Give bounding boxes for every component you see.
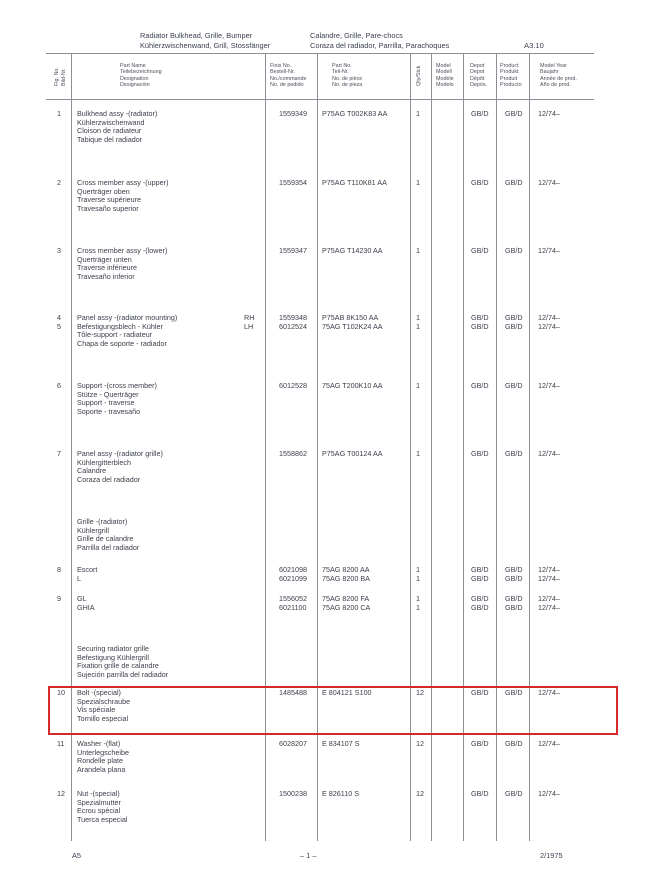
product-cell: [505, 566, 523, 583]
qty-value: 1: [416, 246, 420, 255]
year-value: 12/74–: [538, 178, 560, 187]
title-en-de: [140, 31, 270, 50]
qty-value: 1: [416, 321, 420, 331]
header-qty: Qty/Stck: [416, 65, 422, 86]
finis-cell: [279, 595, 307, 612]
part-name-line: Kühlergitterblech: [77, 457, 131, 467]
part-name-line: Fixation grille de calandre: [77, 661, 159, 671]
side-value: LH: [244, 321, 254, 331]
depot-value: GB/D: [471, 565, 489, 574]
depot-value: GB/D: [471, 178, 489, 187]
year-cell: [538, 790, 560, 799]
header-model-de: Modell: [436, 69, 452, 76]
part-name-line: Spezialschraube: [77, 696, 131, 706]
part-value: 75AG T200K10 AA: [322, 381, 383, 390]
table-header-rule: [46, 99, 594, 100]
year-value: 12/74–: [538, 565, 560, 574]
product-cell: [505, 450, 523, 459]
year-cell: [538, 595, 560, 612]
qty-cell: [416, 314, 420, 331]
depot-value: GB/D: [471, 789, 489, 798]
fig-cell: [57, 595, 61, 604]
part-name-line: Sujeción parrilla del radiador: [77, 669, 169, 679]
part-value: P75AG T14230 AA: [322, 246, 383, 255]
header-part-name-de: Teilebezeichnung: [120, 69, 162, 76]
part-name-cell: [77, 566, 97, 583]
header-finis-fr: No./commande: [270, 75, 307, 82]
finis-value: 6028207: [279, 739, 307, 748]
part-name-line: Traverse inférieure: [77, 263, 138, 273]
part-name-line: Befestigungsblech - Kühler: [77, 321, 163, 331]
part-value: P75AG T00124 AA: [322, 449, 383, 458]
qty-value: 1: [416, 109, 420, 118]
part-name-cell: [77, 382, 157, 416]
depot-value: GB/D: [471, 602, 489, 612]
depot-value: GB/D: [471, 321, 489, 331]
finis-cell: [279, 179, 307, 188]
product-value: GB/D: [505, 594, 523, 603]
depot-cell: [471, 314, 489, 331]
fig-cell: [57, 566, 61, 575]
header-model-fr: Modèle: [436, 75, 454, 82]
part-name-line: Support - traverse: [77, 398, 135, 408]
part-name-cell: [77, 595, 95, 612]
depot-value: GB/D: [471, 246, 489, 255]
fig-cell: [57, 179, 61, 188]
product-value: GB/D: [505, 688, 523, 697]
title-de: Kühlerzwischenwand, Grill, Stossfänger: [140, 40, 271, 50]
qty-cell: [416, 450, 420, 459]
qty-cell: [416, 790, 424, 799]
year-cell: [538, 382, 560, 391]
part-name-cell: [77, 314, 177, 348]
fig-value: 1: [57, 109, 61, 118]
header-model: [436, 63, 454, 88]
part-name-line: Spezialmutter: [77, 797, 121, 807]
part-name-line: Tornillo especial: [77, 713, 129, 723]
part-cell: [322, 566, 370, 583]
header-part-no-de: Teil-Nr.: [332, 69, 349, 76]
part-cell: [322, 179, 387, 188]
year-value: 12/74–: [538, 594, 560, 603]
part-name-cell: [77, 247, 167, 281]
finis-value: 1559347: [279, 246, 307, 255]
year-cell: [538, 314, 560, 331]
year-value: 12/74–: [538, 573, 560, 583]
part-name-cell: [77, 790, 127, 824]
finis-cell: [279, 740, 307, 749]
finis-cell: [279, 314, 307, 331]
part-name-line: Parrilla del radiador: [77, 542, 140, 552]
header-year-fr: Année de prod.: [540, 75, 577, 82]
header-finis-de: Bestell-Nr.: [270, 69, 295, 76]
depot-value: GB/D: [471, 688, 489, 697]
product-cell: [505, 247, 523, 256]
qty-value: 1: [416, 573, 420, 583]
header-part-name-en: Part Name: [120, 63, 146, 69]
footer-left: A5: [72, 851, 82, 860]
finis-value: 6021100: [279, 602, 307, 612]
finis-value: 6012524: [279, 321, 307, 331]
part-name-line: Tôle-support - radiateur: [77, 330, 153, 340]
table-top-rule: [46, 53, 594, 54]
product-value: GB/D: [505, 246, 523, 255]
part-name-line: Washer -(flat): [77, 739, 121, 748]
year-cell: [538, 566, 560, 583]
depot-cell: [471, 110, 489, 119]
part-name-cell: [77, 179, 168, 213]
qty-value: 1: [416, 313, 420, 322]
header-depot-fr: Dépôt: [470, 75, 485, 82]
part-name-line: Coraza del radiador: [77, 474, 141, 484]
part-name-line: Ecrou spécial: [77, 806, 121, 816]
part-name-line: Vis spéciale: [77, 705, 116, 715]
header-finis-es: No. de pedido: [270, 81, 304, 88]
part-name-line: Escort: [77, 565, 98, 574]
part-name-line: Tuerca especial: [77, 814, 128, 824]
part-name-line: Kühlergrill: [77, 525, 109, 535]
year-value: 12/74–: [538, 602, 560, 612]
year-value: 12/74–: [538, 313, 560, 322]
header-part-no: [332, 63, 362, 88]
depot-value: GB/D: [471, 449, 489, 458]
product-cell: [505, 382, 523, 391]
part-name-line: Support -(cross member): [77, 381, 157, 390]
product-value: GB/D: [505, 321, 523, 331]
part-name-line: GHIA: [77, 602, 95, 612]
fig-value: 5: [57, 321, 61, 331]
finis-value: 1559354: [279, 178, 307, 187]
part-name-line: Rondelle plate: [77, 756, 123, 766]
part-name-line: Arandela plana: [77, 764, 126, 774]
header-model-en: Model: [436, 63, 451, 69]
fig-value: 2: [57, 178, 61, 187]
year-value: 12/74–: [538, 688, 560, 697]
part-name-line: Grille -(radiator): [77, 517, 128, 526]
part-cell: [322, 110, 387, 119]
year-cell: [538, 110, 560, 119]
product-value: GB/D: [505, 789, 523, 798]
year-value: 12/74–: [538, 739, 560, 748]
header-model-year: [540, 63, 577, 88]
depot-value: GB/D: [471, 109, 489, 118]
header-product-en: Product: [500, 63, 519, 69]
part-name-line: Querträger unten: [77, 254, 132, 264]
year-cell: [538, 247, 560, 256]
fig-cell: [57, 790, 65, 799]
year-value: 12/74–: [538, 789, 560, 798]
qty-cell: [416, 566, 420, 583]
title-es: Coraza del radiador, Parrilla, Parachoques: [310, 40, 450, 50]
finis-value: 1500238: [279, 789, 307, 798]
part-name-line: Securing radiator grille: [77, 644, 149, 653]
header-fig-en: Fig. No.: [54, 67, 60, 86]
year-cell: [538, 740, 560, 749]
qty-value: 1: [416, 449, 420, 458]
fig-cell: [57, 314, 61, 331]
fig-cell: [57, 450, 61, 459]
part-name-cell: [77, 450, 163, 484]
header-depot: [470, 63, 487, 88]
part-value: E 826110 S: [322, 789, 360, 798]
part-name-line: Befestigung Kühlergrill: [77, 652, 149, 662]
header-year-es: Año de prod.: [540, 81, 571, 88]
header-depot-es: Depós.: [470, 81, 488, 88]
header-fig-no: [54, 67, 60, 86]
product-value: GB/D: [505, 313, 523, 322]
part-value: 75AG 8200 FA: [322, 594, 370, 603]
finis-value: 1485488: [279, 688, 307, 697]
qty-value: 12: [416, 789, 424, 798]
qty-value: 1: [416, 594, 420, 603]
product-value: GB/D: [505, 381, 523, 390]
year-value: 12/74–: [538, 449, 560, 458]
title-fr-es: [310, 31, 449, 50]
part-value: 75AG 8200 AA: [322, 565, 370, 574]
fig-value: 4: [57, 313, 61, 322]
header-fig-de-wrap: [61, 68, 67, 86]
part-cell: [322, 740, 360, 749]
part-name-line: Soporte - travesaño: [77, 406, 141, 416]
part-name-line: L: [77, 573, 81, 583]
product-cell: [505, 790, 523, 799]
finis-cell: [279, 247, 307, 256]
fig-value: 6: [57, 381, 61, 390]
part-name-cell: [77, 740, 129, 774]
part-name-line: GL: [77, 594, 87, 603]
footer-page-number: – 1 –: [300, 851, 317, 860]
depot-value: GB/D: [471, 381, 489, 390]
finis-cell: [279, 110, 307, 119]
year-cell: [538, 179, 560, 188]
part-name-line: Querträger oben: [77, 186, 130, 196]
product-cell: [505, 314, 523, 331]
part-cell: [322, 790, 359, 799]
qty-value: 12: [416, 688, 424, 697]
finis-value: 1558862: [279, 449, 307, 458]
qty-value: 1: [416, 602, 420, 612]
part-name-cell: [77, 645, 168, 679]
year-value: 12/74–: [538, 109, 560, 118]
part-name-cell: [77, 518, 139, 552]
product-cell: [505, 740, 523, 749]
product-value: GB/D: [505, 109, 523, 118]
part-name-line: Cloison de radiateur: [77, 126, 142, 136]
finis-value: 1559349: [279, 109, 307, 118]
fig-cell: [57, 740, 64, 749]
depot-value: GB/D: [471, 573, 489, 583]
product-value: GB/D: [505, 739, 523, 748]
header-part-no-en: Part No.: [332, 63, 352, 69]
header-part-no-es: No. de pieza: [332, 81, 363, 88]
part-cell: [322, 382, 383, 391]
header-part-no-fr: No. de pièce: [332, 75, 363, 82]
part-name-line: Chapa de soporte - radiador: [77, 338, 167, 348]
depot-cell: [471, 179, 489, 188]
part-value: 75AG 8200 BA: [322, 573, 370, 583]
depot-cell: [471, 450, 489, 459]
qty-cell: [416, 247, 420, 256]
finis-cell: [279, 382, 307, 391]
finis-cell: [279, 566, 307, 583]
depot-cell: [471, 566, 489, 583]
part-name-line: Cross member assy -(upper): [77, 178, 169, 187]
side-value: RH: [244, 313, 255, 322]
footer-date: 2/1975: [540, 851, 563, 860]
part-value: 75AG 8200 CA: [322, 602, 371, 612]
finis-value: 6021099: [279, 573, 307, 583]
header-year-de: Baujahr: [540, 69, 559, 76]
part-name-line: Calandre: [77, 466, 107, 476]
fig-value: 11: [57, 739, 65, 748]
part-name-line: Traverse supérieure: [77, 195, 142, 205]
qty-cell: [416, 740, 424, 749]
title-en: Radiator Bulkhead, Grille, Bumper: [140, 31, 253, 40]
part-name-line: Unterlegscheibe: [77, 747, 129, 757]
part-value: E 834107 S: [322, 739, 360, 748]
fig-cell: [57, 110, 61, 119]
header-product-fr: Produit: [500, 75, 518, 82]
depot-value: GB/D: [471, 594, 489, 603]
finis-cell: [279, 450, 307, 459]
part-name-line: Nut -(special): [77, 789, 120, 798]
qty-cell: [416, 110, 420, 119]
part-name-line: Kühlerzwischenwand: [77, 117, 145, 127]
product-value: GB/D: [505, 602, 523, 612]
part-cell: [322, 247, 383, 256]
depot-cell: [471, 382, 489, 391]
qty-cell: [416, 179, 420, 188]
part-value: P75AG T002K83 AA: [322, 109, 388, 118]
part-name-line: Panel assy -(radiator mounting): [77, 313, 178, 322]
highlight-box: [48, 686, 618, 735]
depot-cell: [471, 247, 489, 256]
part-name-line: Bolt -(special): [77, 688, 121, 697]
header-depot-de: Depot: [470, 69, 485, 76]
part-name-line: Panel assy -(radiator grille): [77, 449, 163, 458]
header-fig-de: Bild-Nr.: [61, 68, 67, 86]
part-name-cell: [77, 110, 157, 144]
part-value: E 804121 S100: [322, 688, 372, 697]
year-value: 12/74–: [538, 321, 560, 331]
header-product: [500, 63, 522, 88]
header-part-name-fr: Designation: [120, 75, 149, 82]
part-name-line: Bulkhead assy -(radiator): [77, 109, 158, 118]
header-finis-en: Finis No.: [270, 63, 292, 69]
fig-value: 7: [57, 449, 61, 458]
qty-value: 1: [416, 178, 420, 187]
year-value: 12/74–: [538, 381, 560, 390]
fig-value: 9: [57, 594, 61, 603]
part-name-line: Travesaño inferior: [77, 271, 135, 281]
fig-value: 12: [57, 789, 65, 798]
part-cell: [322, 314, 383, 331]
product-value: GB/D: [505, 573, 523, 583]
depot-cell: [471, 595, 489, 612]
fig-cell: [57, 382, 61, 391]
depot-value: GB/D: [471, 313, 489, 322]
title-fr: Calandre, Grille, Pare-chocs: [310, 31, 403, 40]
finis-value: 6012528: [279, 381, 307, 390]
finis-value: 1559348: [279, 313, 307, 322]
depot-value: GB/D: [471, 739, 489, 748]
finis-value: 1556052: [279, 594, 307, 603]
product-value: GB/D: [505, 565, 523, 574]
qty-value: 12: [416, 739, 424, 748]
part-cell: [322, 595, 370, 612]
finis-cell: [279, 790, 307, 799]
fig-value: 3: [57, 246, 61, 255]
header-depot-en: Depot: [470, 63, 485, 69]
fig-value: 10: [57, 688, 65, 697]
product-cell: [505, 595, 523, 612]
depot-cell: [471, 740, 489, 749]
year-cell: [538, 450, 560, 459]
part-value: P75AB 8K150 AA: [322, 313, 379, 322]
part-name-line: Tabique del radiador: [77, 134, 143, 144]
header-part-name: [120, 63, 162, 88]
part-value: 75AG T102K24 AA: [322, 321, 383, 331]
part-name-line: Travesaño superior: [77, 203, 139, 213]
side-cell: [244, 314, 254, 331]
fig-cell: [57, 247, 61, 256]
qty-cell: [416, 595, 420, 612]
part-cell: [322, 450, 383, 459]
qty-cell: [416, 382, 420, 391]
header-model-es: Modelo: [436, 81, 454, 88]
product-cell: [505, 179, 523, 188]
depot-cell: [471, 790, 489, 799]
part-name-line: Stütze - Querträger: [77, 389, 139, 399]
qty-value: 1: [416, 381, 420, 390]
year-value: 12/74–: [538, 246, 560, 255]
part-name-line: Cross member assy -(lower): [77, 246, 168, 255]
header-finis: [270, 63, 307, 88]
part-name-line: Grille de calandre: [77, 534, 134, 544]
product-value: GB/D: [505, 449, 523, 458]
header-product-de: Produkt: [500, 69, 519, 76]
header-part-name-es: Designación: [120, 81, 150, 88]
section-code: A3.10: [524, 41, 544, 50]
header-product-es: Producto: [500, 81, 522, 88]
product-cell: [505, 110, 523, 119]
product-value: GB/D: [505, 178, 523, 187]
header-year-en: Model Year: [540, 63, 567, 69]
fig-value: 8: [57, 565, 61, 574]
qty-value: 1: [416, 565, 420, 574]
part-value: P75AG T110K81 AA: [322, 178, 387, 187]
finis-value: 6021098: [279, 565, 307, 574]
